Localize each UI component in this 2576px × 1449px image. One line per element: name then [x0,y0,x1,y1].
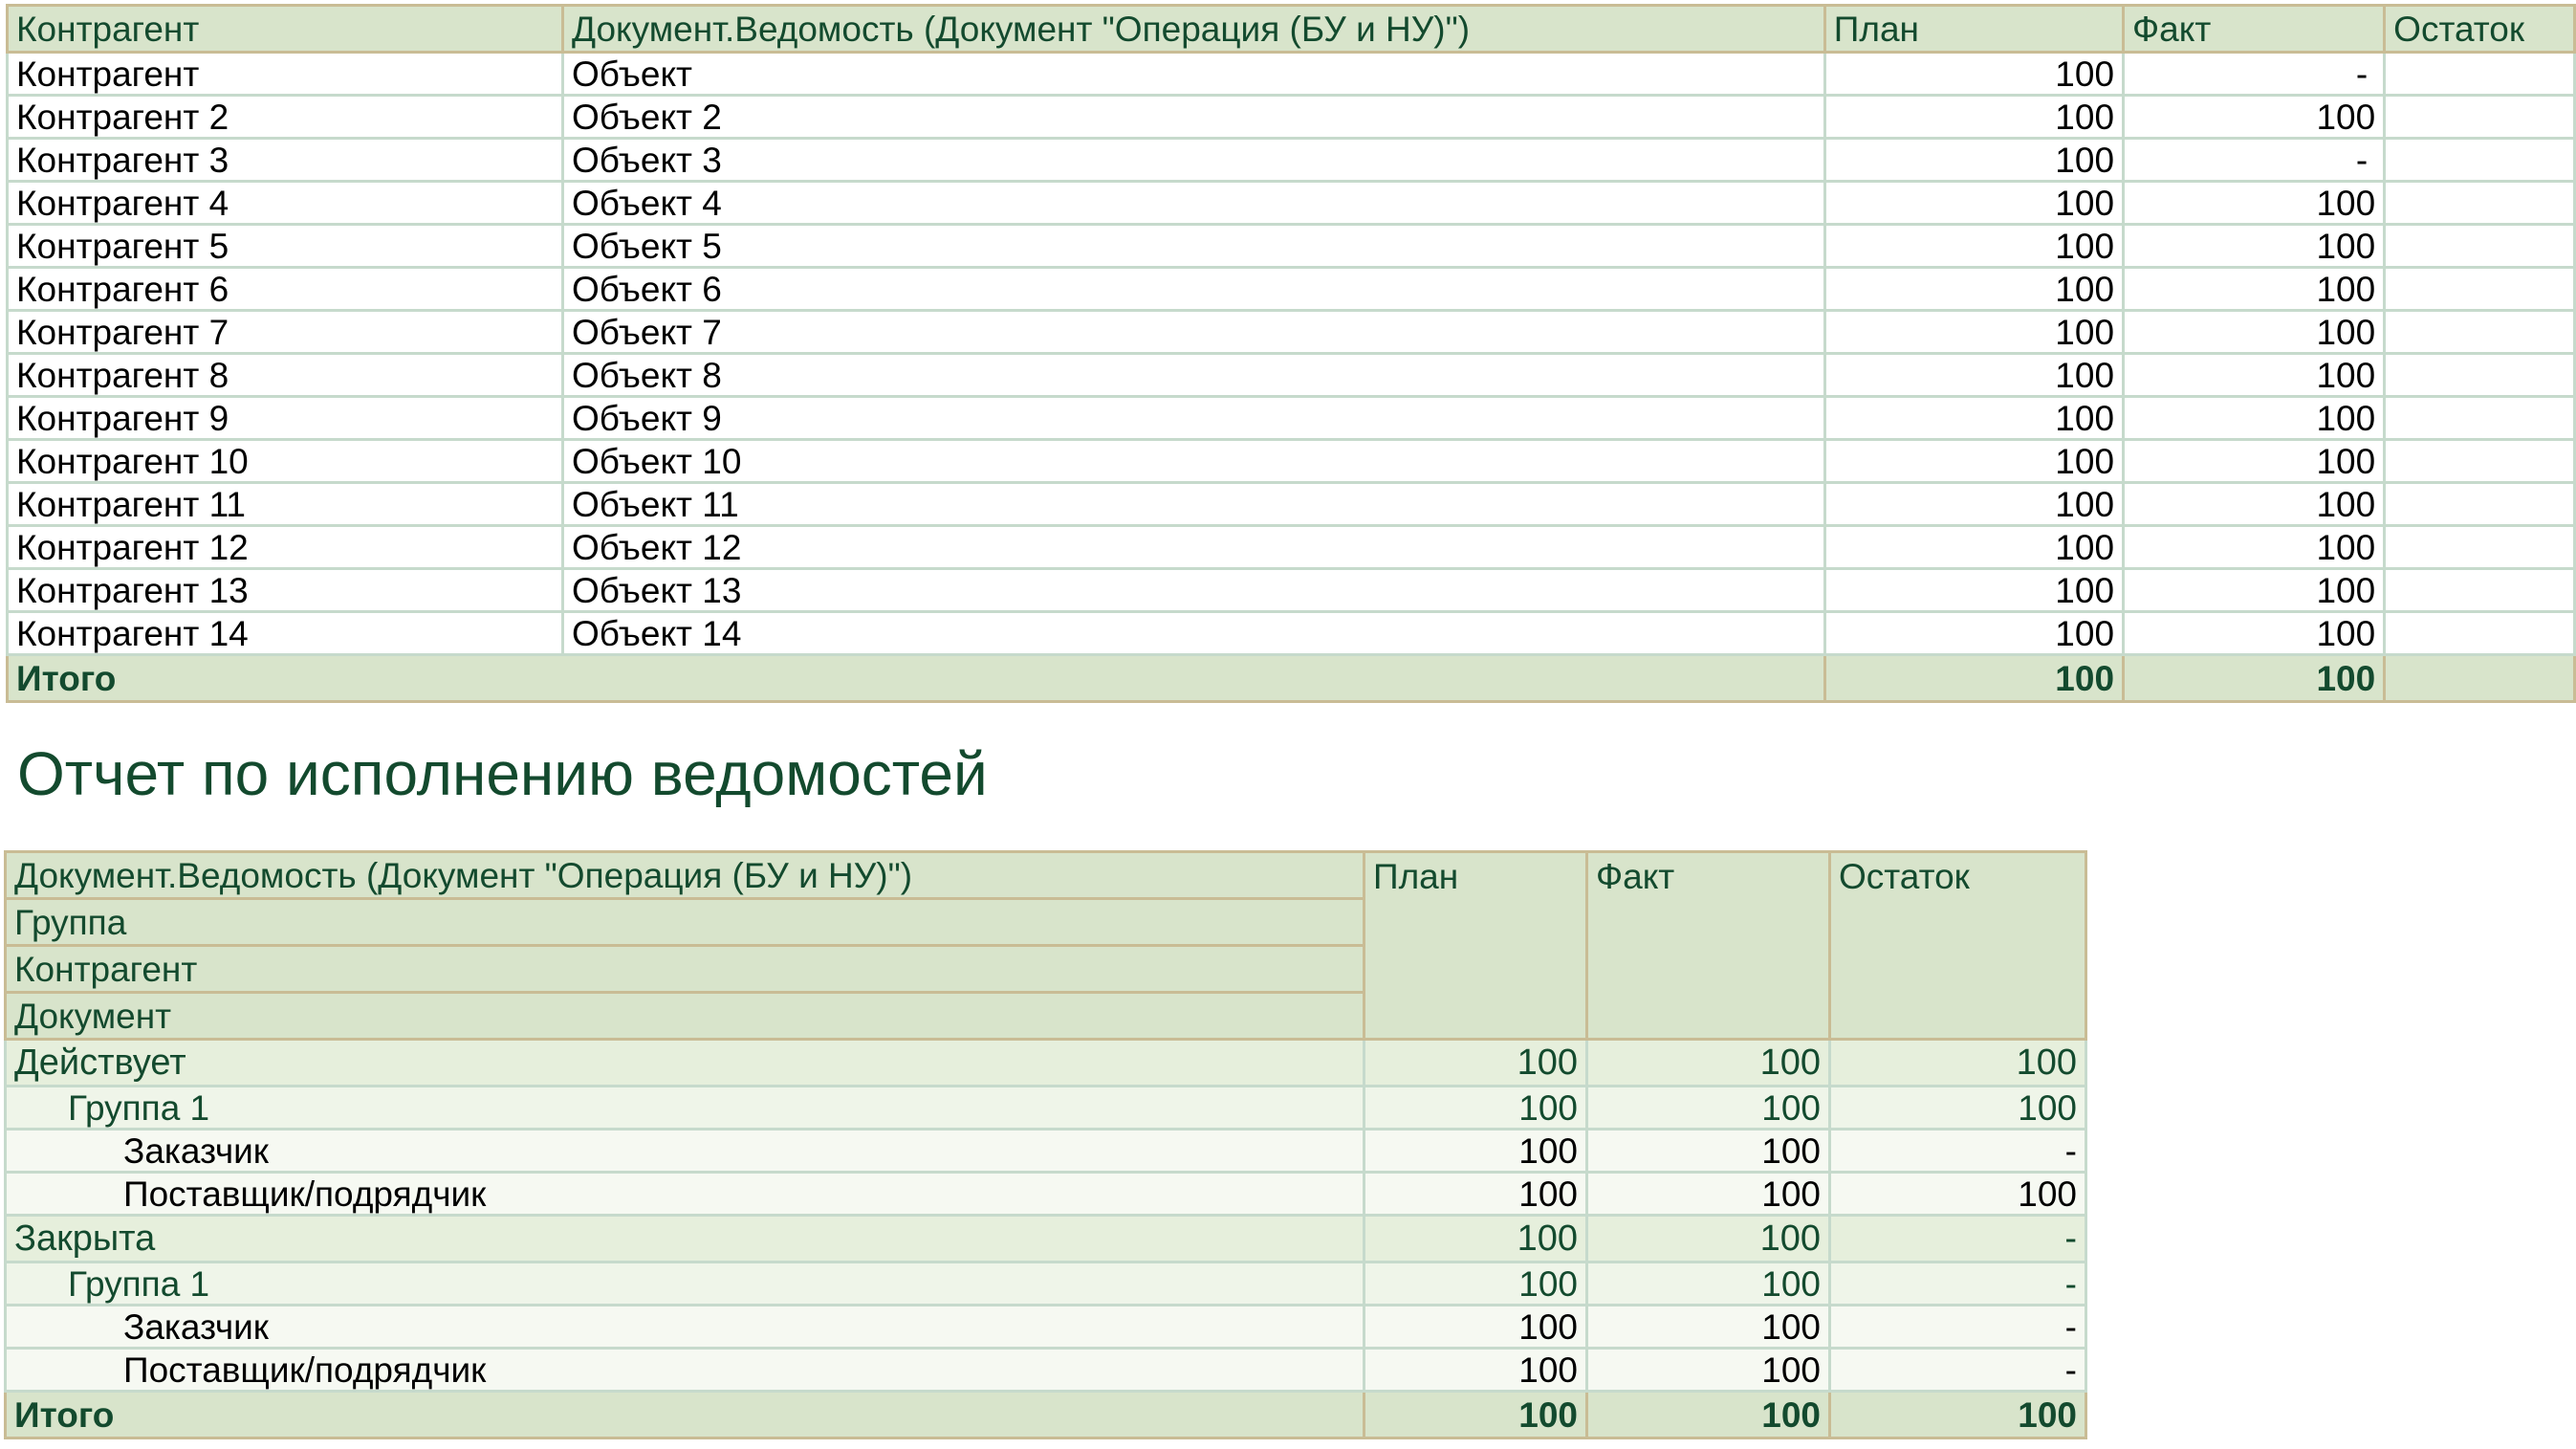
remainder-cell: - [1830,1130,2086,1173]
fact-cell: 100 [1587,1349,1830,1392]
subgroup-row[interactable] [6,1087,2086,1130]
fact-cell: 100 [2124,311,2385,354]
remainder-cell: - [1830,1306,2086,1349]
fact-cell: 100 [1587,1262,1830,1306]
document-cell: Объект [563,53,1825,96]
counterparty-cell: Контрагент 12 [8,526,563,569]
document-cell: Объект 12 [563,526,1825,569]
table-row[interactable] [8,397,2575,440]
fact-cell: 100 [2124,96,2385,139]
remainder-cell [2385,225,2575,268]
group-label: Закрыта [6,1216,1364,1262]
fact-cell: 100 [2124,483,2385,526]
fact-cell: 100 [2124,268,2385,311]
subgroup-row[interactable] [6,1262,2086,1306]
table-row[interactable] [8,268,2575,311]
column-header-fact[interactable]: Факт [2124,6,2385,53]
plan-cell: 100 [1824,268,2123,311]
item-label: Заказчик [6,1306,1364,1349]
remainder-cell [2385,96,2575,139]
total-row [6,1392,2086,1438]
plan-cell: 100 [1824,225,2123,268]
plan-cell: 100 [1824,96,2123,139]
document-cell: Объект 3 [563,139,1825,182]
column-header-group[interactable]: Группа [6,899,1364,946]
plan-cell: 100 [1824,354,2123,397]
plan-cell: 100 [1364,1262,1587,1306]
remainder-cell: - [1830,1262,2086,1306]
document-cell: Объект 10 [563,440,1825,483]
document-cell: Объект 6 [563,268,1825,311]
column-header-remainder[interactable]: Остаток [2385,6,2575,53]
table-row[interactable] [8,612,2575,655]
fact-cell: 100 [1587,1216,1830,1262]
plan-cell: 100 [1824,612,2123,655]
table-row[interactable] [8,182,2575,225]
plan-cell: 100 [1824,53,2123,96]
table-row[interactable] [6,1173,2086,1216]
column-header-doc[interactable]: Документ [6,993,1364,1040]
remainder-cell: 100 [1830,1040,2086,1087]
remainder-cell [2385,53,2575,96]
fact-cell: 100 [2124,612,2385,655]
counterparty-cell: Контрагент 13 [8,569,563,612]
counterparty-cell: Контрагент 8 [8,354,563,397]
table-row[interactable] [6,1306,2086,1349]
remainder-cell [2385,397,2575,440]
plan-cell: 100 [1824,569,2123,612]
column-header-document[interactable]: Документ.Ведомость (Документ "Операция (БУ и НУ)") [563,6,1825,53]
column-header-plan[interactable]: План [1364,852,1587,1040]
plan-cell: 100 [1824,139,2123,182]
plan-cell: 100 [1364,1173,1587,1216]
remainder-cell [2385,569,2575,612]
table-header-row [6,852,2086,899]
counterparty-cell: Контрагент 4 [8,182,563,225]
table-row[interactable] [8,96,2575,139]
column-header-plan[interactable]: План [1824,6,2123,53]
fact-cell: 100 [2124,354,2385,397]
table-row[interactable] [8,354,2575,397]
remainder-cell [2385,268,2575,311]
item-label: Заказчик [6,1130,1364,1173]
column-header-remainder[interactable]: Остаток [1830,852,2086,1040]
total-fact: 100 [1587,1392,1830,1438]
fact-cell: 100 [2124,440,2385,483]
counterparty-table [6,4,2576,703]
subgroup-label: Группа 1 [6,1262,1364,1306]
total-plan: 100 [1364,1392,1587,1438]
fact-cell: - [2124,53,2385,96]
remainder-cell: 100 [1830,1087,2086,1130]
table-row[interactable] [8,526,2575,569]
plan-cell: 100 [1364,1216,1587,1262]
table-row[interactable] [8,53,2575,96]
document-cell: Объект 5 [563,225,1825,268]
total-label: Итого [8,655,1825,702]
counterparty-cell: Контрагент [8,53,563,96]
remainder-cell: 100 [1830,1173,2086,1216]
fact-cell: - [2124,139,2385,182]
table-row[interactable] [8,440,2575,483]
document-cell: Объект 13 [563,569,1825,612]
total-remainder [2385,655,2575,702]
counterparty-cell: Контрагент 5 [8,225,563,268]
plan-cell: 100 [1364,1349,1587,1392]
column-header-counterparty[interactable]: Контрагент [6,946,1364,993]
table-row[interactable] [8,311,2575,354]
remainder-cell [2385,526,2575,569]
fact-cell: 100 [1587,1087,1830,1130]
item-label: Поставщик/подрядчик [6,1173,1364,1216]
report-title: Отчет по исполнению ведомостей [17,739,988,808]
column-header-document[interactable]: Документ.Ведомость (Документ "Операция (БУ и НУ)") [6,852,1364,899]
remainder-cell [2385,483,2575,526]
document-cell: Объект 4 [563,182,1825,225]
fact-cell: 100 [2124,182,2385,225]
total-remainder: 100 [1830,1392,2086,1438]
group-row[interactable] [6,1040,2086,1087]
counterparty-cell: Контрагент 11 [8,483,563,526]
counterparty-cell: Контрагент 3 [8,139,563,182]
counterparty-cell: Контрагент 14 [8,612,563,655]
fact-cell: 100 [2124,225,2385,268]
counterparty-cell: Контрагент 9 [8,397,563,440]
counterparty-cell: Контрагент 10 [8,440,563,483]
document-cell: Объект 7 [563,311,1825,354]
fact-cell: 100 [2124,569,2385,612]
remainder-cell [2385,139,2575,182]
group-label: Действует [6,1040,1364,1087]
fact-cell: 100 [1587,1040,1830,1087]
column-header-fact[interactable]: Факт [1587,852,1830,1040]
document-cell: Объект 9 [563,397,1825,440]
table-row[interactable] [8,569,2575,612]
statement-execution-table [4,850,2087,1439]
remainder-cell [2385,182,2575,225]
document-cell: Объект 14 [563,612,1825,655]
fact-cell: 100 [1587,1173,1830,1216]
plan-cell: 100 [1824,182,2123,225]
document-cell: Объект 8 [563,354,1825,397]
plan-cell: 100 [1824,526,2123,569]
remainder-cell: - [1830,1349,2086,1392]
remainder-cell [2385,354,2575,397]
table-header-row [8,6,2575,53]
counterparty-cell: Контрагент 2 [8,96,563,139]
fact-cell: 100 [2124,526,2385,569]
total-row [8,655,2575,702]
column-header-counterparty[interactable]: Контрагент [8,6,563,53]
remainder-cell [2385,612,2575,655]
total-plan: 100 [1824,655,2123,702]
table-row[interactable] [6,1349,2086,1392]
plan-cell: 100 [1364,1040,1587,1087]
remainder-cell [2385,311,2575,354]
group-row[interactable] [6,1216,2086,1262]
plan-cell: 100 [1364,1087,1587,1130]
plan-cell: 100 [1364,1130,1587,1173]
remainder-cell: - [1830,1216,2086,1262]
fact-cell: 100 [2124,397,2385,440]
counterparty-cell: Контрагент 7 [8,311,563,354]
total-label: Итого [6,1392,1364,1438]
table-row[interactable] [6,1130,2086,1173]
item-label: Поставщик/подрядчик [6,1349,1364,1392]
table-row[interactable] [8,225,2575,268]
remainder-cell [2385,440,2575,483]
table-row[interactable] [8,139,2575,182]
table-row[interactable] [8,483,2575,526]
plan-cell: 100 [1824,483,2123,526]
plan-cell: 100 [1824,397,2123,440]
fact-cell: 100 [1587,1306,1830,1349]
total-fact: 100 [2124,655,2385,702]
subgroup-label: Группа 1 [6,1087,1364,1130]
plan-cell: 100 [1824,311,2123,354]
fact-cell: 100 [1587,1130,1830,1173]
document-cell: Объект 11 [563,483,1825,526]
counterparty-cell: Контрагент 6 [8,268,563,311]
document-cell: Объект 2 [563,96,1825,139]
plan-cell: 100 [1364,1306,1587,1349]
plan-cell: 100 [1824,440,2123,483]
